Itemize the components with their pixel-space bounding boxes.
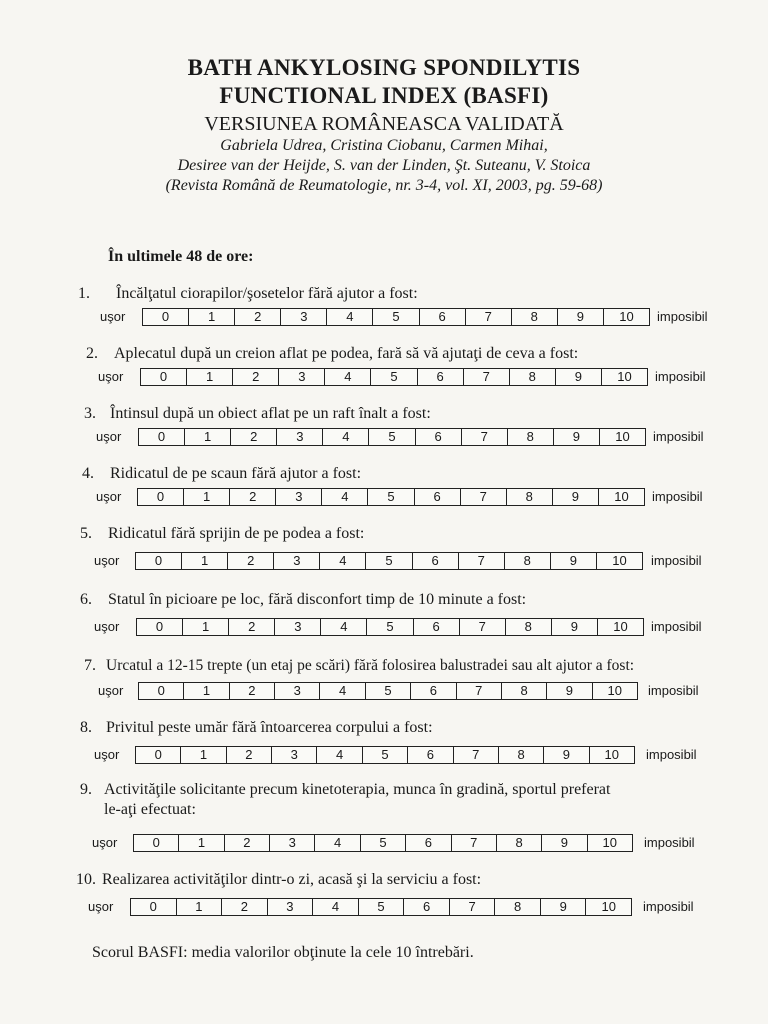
rating-scale[interactable] [135,552,643,570]
scale-option-9[interactable]: 9 [558,309,604,325]
question-text: Ridicatul de pe scaun fără ajutor a fost: [110,465,362,482]
scale-option-10[interactable]: 10 [613,619,628,634]
rating-scale[interactable] [138,428,646,446]
scale-option-9[interactable]: 9 [544,747,589,763]
authors-line-2: Desiree van der Heijde, S. van der Linden, Şt. Suteanu, V. Stoica [177,157,591,174]
scale-option-2[interactable]: 2 [231,429,277,445]
scale-option-6[interactable]: 6 [413,553,459,569]
scale-option-7[interactable]: 7 [466,309,512,325]
scale-option-0[interactable]: 0 [139,429,185,445]
scale-option-8[interactable]: 8 [512,309,558,325]
scale-option-7[interactable]: 7 [459,553,505,569]
scale-option-3[interactable]: 3 [275,619,321,635]
question-number: 1. [78,285,90,302]
scale-option-10[interactable]: 10 [612,553,627,568]
rating-scale[interactable] [133,834,633,852]
scale-option-10[interactable]: 10 [614,489,629,504]
scale-option-5[interactable]: 5 [367,619,413,635]
scale-left-label: uşor [96,489,122,504]
scale-option-0[interactable]: 0 [139,683,184,699]
scale-option-4[interactable]: 4 [313,899,359,915]
scale-option-7[interactable]: 7 [454,747,499,763]
scale-option-0[interactable]: 0 [141,369,187,385]
scale-option-9[interactable]: 9 [542,835,587,851]
question-number: 3. [84,405,96,422]
scale-option-3[interactable]: 3 [268,899,314,915]
scale-option-8[interactable]: 8 [508,429,554,445]
scale-option-9[interactable]: 9 [554,429,600,445]
scale-option-0[interactable]: 0 [143,309,189,325]
scale-option-8[interactable]: 8 [499,747,544,763]
question-number: 5. [80,525,92,542]
scale-option-8[interactable]: 8 [495,899,541,915]
scale-option-7[interactable]: 7 [450,899,496,915]
scale-option-8[interactable]: 8 [507,489,553,505]
scale-option-10[interactable]: 10 [607,683,622,698]
scale-option-3[interactable]: 3 [277,429,323,445]
question-text: Ridicatul fără sprijin de pe podea a fost: [108,525,365,542]
scale-option-9[interactable]: 9 [547,683,592,699]
scale-option-4[interactable]: 4 [315,835,360,851]
scale-option-7[interactable]: 7 [457,683,502,699]
scale-option-1[interactable]: 1 [187,369,233,385]
scale-left-label: uşor [96,429,122,444]
citation: (Revista Română de Reumatologie, nr. 3-4, vol. XI, 2003, pg. 59-68) [165,177,603,194]
question-text: Privitul peste umăr fără întoarcerea corpului a fost: [106,719,433,736]
scale-option-2[interactable]: 2 [233,369,279,385]
scale-option-10[interactable]: 10 [619,309,634,324]
question-text: Activităţile solicitante precum kinetoterapia, munca în gradină, sportul preferat [104,781,611,798]
scale-option-1[interactable]: 1 [184,489,230,505]
scale-option-5[interactable]: 5 [363,747,408,763]
rating-scale[interactable] [130,898,632,916]
scale-option-10[interactable]: 10 [601,899,616,914]
scale-option-5[interactable]: 5 [369,429,415,445]
scale-right-label: imposibil [657,309,708,324]
score-note: Scorul BASFI: media valorilor obţinute la cele 10 întrebări. [92,944,474,961]
scale-option-4[interactable]: 4 [321,619,367,635]
scale-right-label: imposibil [643,899,694,914]
scale-right-label: imposibil [655,369,706,384]
scale-option-6[interactable]: 6 [415,489,461,505]
scale-option-5[interactable]: 5 [366,553,412,569]
scale-option-1[interactable]: 1 [185,429,231,445]
scale-option-3[interactable]: 3 [281,309,327,325]
scale-option-6[interactable]: 6 [404,899,450,915]
scale-option-1[interactable]: 1 [177,899,223,915]
scale-option-1[interactable]: 1 [189,309,235,325]
question-text: Aplecatul după un creion aflat pe podea, fară să vă ajutaţi de ceva a fost: [114,345,579,362]
question-number: 6. [80,591,92,608]
scale-option-5[interactable]: 5 [359,899,405,915]
scale-option-0[interactable]: 0 [131,899,177,915]
question-number: 9. [80,781,92,798]
scale-left-label: uşor [92,835,118,850]
scale-option-10[interactable]: 10 [602,835,617,850]
scale-option-2[interactable]: 2 [228,553,274,569]
rating-scale[interactable] [135,746,635,764]
scale-option-2[interactable]: 2 [229,619,275,635]
scale-option-2[interactable]: 2 [222,899,268,915]
scale-option-4[interactable]: 4 [320,553,366,569]
question-text: Întinsul după un obiect aflat pe un raft înalt a fost: [110,405,431,422]
scale-option-2[interactable]: 2 [227,747,272,763]
scale-option-10[interactable]: 10 [604,747,619,762]
scale-option-5[interactable]: 5 [371,369,417,385]
scale-option-1[interactable]: 1 [179,835,224,851]
scale-option-8[interactable]: 8 [510,369,556,385]
scale-option-1[interactable]: 1 [181,747,226,763]
scale-option-7[interactable]: 7 [464,369,510,385]
question-text: Realizarea activităţilor dintr-o zi, acasă şi la serviciu a fost: [102,871,482,888]
scale-option-9[interactable]: 9 [556,369,602,385]
scale-option-3[interactable]: 3 [274,553,320,569]
scale-option-10[interactable]: 10 [617,369,632,384]
scale-right-label: imposibil [646,747,697,762]
scale-option-5[interactable]: 5 [373,309,419,325]
scale-option-4[interactable]: 4 [327,309,373,325]
scale-right-label: imposibil [652,489,703,504]
scale-option-8[interactable]: 8 [497,835,542,851]
question-number: 8. [80,719,92,736]
scale-option-6[interactable]: 6 [418,369,464,385]
scale-left-label: uşor [98,683,124,698]
scale-right-label: imposibil [648,683,699,698]
scale-option-0[interactable]: 0 [134,835,179,851]
scale-option-1[interactable]: 1 [182,553,228,569]
scale-option-3[interactable]: 3 [270,835,315,851]
rating-scale[interactable] [138,682,638,700]
scale-option-4[interactable]: 4 [317,747,362,763]
question-text: Încălţatul ciorapilor/şosetelor fără ajutor a fost: [116,285,418,302]
title-line-2: FUNCTIONAL INDEX (BASFI) [219,83,549,108]
scale-option-4[interactable]: 4 [320,683,365,699]
scale-option-6[interactable]: 6 [406,835,451,851]
question-number: 10. [76,871,96,888]
scale-option-6[interactable]: 6 [414,619,460,635]
scale-option-3[interactable]: 3 [272,747,317,763]
scale-left-label: uşor [100,309,126,324]
question-number: 2. [86,345,98,362]
scale-left-label: uşor [94,553,120,568]
question-number: 7. [84,657,96,674]
intro-text: În ultimele 48 de ore: [108,248,254,265]
scale-option-6[interactable]: 6 [420,309,466,325]
scale-option-7[interactable]: 7 [460,619,506,635]
question-text: Urcatul a 12-15 trepte (un etaj pe scări) fără folosirea balustradei sau alt ajutor a fost: [106,657,635,674]
scale-option-3[interactable]: 3 [279,369,325,385]
rating-scale[interactable] [140,368,648,386]
scale-option-10[interactable]: 10 [615,429,630,444]
scale-left-label: uşor [88,899,114,914]
scale-option-4[interactable]: 4 [325,369,371,385]
scale-left-label: uşor [94,747,120,762]
scale-option-6[interactable]: 6 [408,747,453,763]
scale-option-9[interactable]: 9 [553,489,599,505]
scale-left-label: uşor [94,619,120,634]
document-header [0,54,768,196]
title-line-1: BATH ANKYLOSING SPONDILYTIS [187,55,581,80]
question-text-continued: le-aţi efectuat: [104,801,196,818]
scale-option-2[interactable]: 2 [225,835,270,851]
scale-option-7[interactable]: 7 [462,429,508,445]
scale-right-label: imposibil [651,553,702,568]
scale-option-8[interactable]: 8 [506,619,552,635]
scale-option-5[interactable]: 5 [366,683,411,699]
scale-option-5[interactable]: 5 [361,835,406,851]
scale-option-2[interactable]: 2 [230,683,275,699]
rating-scale[interactable] [142,308,650,326]
question-text: Statul în picioare pe loc, fără disconfort timp de 10 minute a fost: [108,591,527,608]
question-number: 4. [82,465,94,482]
scale-option-1[interactable]: 1 [184,683,229,699]
rating-scale[interactable] [136,618,644,636]
scale-option-9[interactable]: 9 [541,899,587,915]
scale-right-label: imposibil [651,619,702,634]
scale-option-2[interactable]: 2 [235,309,281,325]
rating-scale[interactable] [137,488,645,506]
scale-option-8[interactable]: 8 [502,683,547,699]
scale-option-5[interactable]: 5 [368,489,414,505]
scale-option-4[interactable]: 4 [322,489,368,505]
scale-option-1[interactable]: 1 [183,619,229,635]
scale-right-label: imposibil [644,835,695,850]
authors-line-1: Gabriela Udrea, Cristina Ciobanu, Carmen Mihai, [220,137,548,154]
scale-right-label: imposibil [653,429,704,444]
scale-option-7[interactable]: 7 [461,489,507,505]
scale-option-3[interactable]: 3 [275,683,320,699]
scale-option-8[interactable]: 8 [505,553,551,569]
subtitle: VERSIUNEA ROMÂNEASCA VALIDATĂ [204,113,564,135]
scale-option-2[interactable]: 2 [230,489,276,505]
scale-option-3[interactable]: 3 [276,489,322,505]
scale-option-0[interactable]: 0 [136,553,182,569]
scale-option-0[interactable]: 0 [138,489,184,505]
scale-option-9[interactable]: 9 [551,553,597,569]
scale-option-6[interactable]: 6 [411,683,456,699]
scale-option-9[interactable]: 9 [552,619,598,635]
scale-option-7[interactable]: 7 [452,835,497,851]
scale-left-label: uşor [98,369,124,384]
scale-option-0[interactable]: 0 [137,619,183,635]
scale-option-4[interactable]: 4 [323,429,369,445]
scale-option-6[interactable]: 6 [416,429,462,445]
scale-option-0[interactable]: 0 [136,747,181,763]
